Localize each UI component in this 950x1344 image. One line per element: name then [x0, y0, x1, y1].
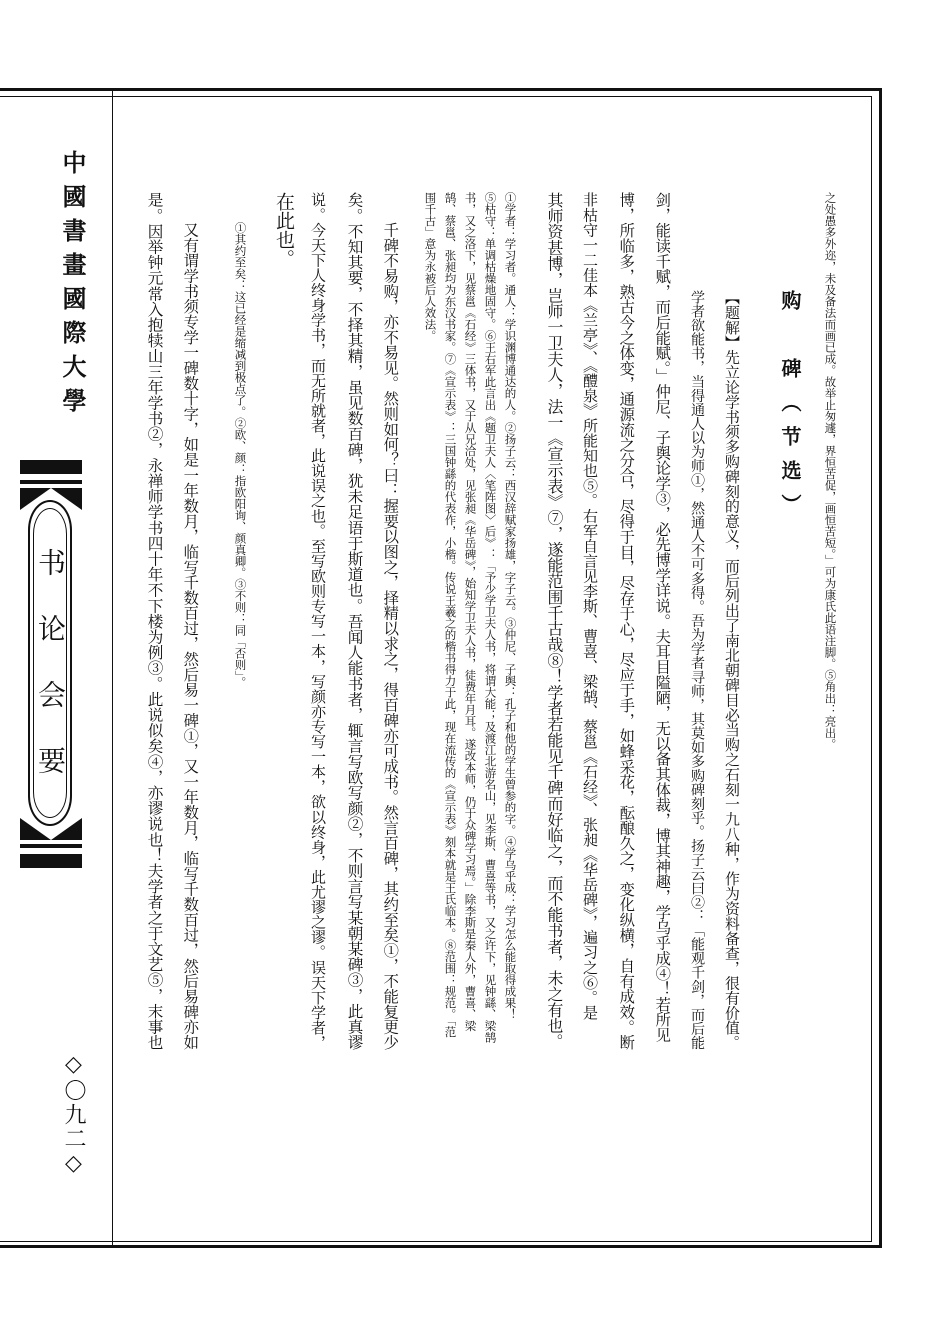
- spine-divider: [112, 90, 113, 1248]
- footnote-column: ⑤枯守：单调枯燥地固守。⑥王右军此言出《题卫夫人〈笔阵图〉后》：「予少学卫夫人书，将谓大能；及渡江北游名山，见李斯、曹喜等书，又之许下，见钟繇、梁鹄: [483, 192, 498, 1043]
- badge-bottom-notch: [20, 818, 82, 840]
- footnote-column: 之处愚多外迩，未及备法而画已成。故举止匆遽，界恒苦促，画恒苦短。」可为康氏此语注脚。⑤角出：亮出。: [823, 192, 838, 750]
- body-column: 又有谓学书须专学一碑数十字，如是一年数月，临写千数百过，然后易一碑①，又一年数月，临写千数百过，然后易碑亦如: [181, 222, 200, 1050]
- footnote-column: ①学者：学习者。通人：学识渊博通达的人。②扬子云：西汉辞赋家扬雄，字子云。③仲尼、子舆：孔子和他的学生曾参的字。④学乌乎成：学习怎么能取得成果！: [503, 192, 518, 1020]
- university-name: 中國書畫國際大學: [58, 150, 87, 422]
- book-title-badge: [20, 460, 82, 868]
- body-column: 其师资甚博，岂师一卫夫人，法一《宣示表》⑦，遂能范围千古哉⑧！学者若能见千碑而好临之，而不能书者，未之有也。: [544, 192, 564, 1050]
- badge-top-bar-thin: [20, 480, 82, 484]
- body-column: 矣。不知其要，不择其精，虽见数百碑，犹未足语于斯道也。吾闻人能书者，辄言写欧写颜②，不则言写某朝某碑③，此真谬: [345, 192, 364, 1050]
- body-column: 是。因举钟元常入抱犊山三年学书②，永禅师学书四十年不下楼为例③。此说似矣④，亦谬说也！夫学者之于文艺⑤，末事也: [145, 192, 164, 1050]
- footnote-column: 鹄、蔡邕、张昶均为东汉书家。⑦《宣示表》：三国钟繇的代表作，小楷。传说王羲之的楷书得力于此，现在流传的《宣示表》刻本就是王氏临本。⑧范围：规范。「范: [443, 192, 458, 1038]
- body-column: 说。今天下人终身学书，而无所就者，此说误之也。至写欧则专写一本，写颜亦专写一本，欲以终身，此尤谬之谬。误天下学者，: [309, 192, 328, 1050]
- book-title: 书论会要: [34, 548, 67, 812]
- body-column: 千碑不易购，亦不易见。然则如何？曰：握要以图之，择精以求之，得百碑亦可成书。然言百碑，其约至矣①，不能复更少: [381, 222, 400, 1050]
- page-number: ◇〇九二◇: [61, 1052, 86, 1178]
- body-column: 学者欲能书，当得通人以为师①，然通人不可多得。吾为学者寻师，其莫如多购碑刻乎。扬子云曰②：「能观千剑，而后能: [689, 290, 706, 1050]
- section-intro: 【题解】先立论学书须多购碑刻的意义，而后列出了南北朝碑目必当购之石刻一九八种，作为资料备查，很有价值。: [722, 290, 741, 1050]
- body-column: 非枯守一二佳本《兰亭》、《醴泉》所能知也⑤。右军自言见李斯、曹喜、梁鹄、蔡邕《石经》、张昶《华岳碑》，遍习之⑥。是: [581, 192, 600, 1020]
- section-heading: 购 碑（节选）: [778, 290, 802, 528]
- badge-bottom-bar-thin: [20, 844, 82, 848]
- badge-bottom-bar: [20, 854, 82, 868]
- badge-top-bar: [20, 460, 82, 474]
- footnote-column: ①其约至矣：这已经是缩减到极点了。②欧、颜：指欧阳询、颜真卿。③不则：同「否则」。: [233, 222, 248, 688]
- body-column: 在此也。: [273, 192, 295, 268]
- body-column: 博，所临多，熟古今之体变，通源流之分合，尽得于目，尽存于心，尽应于手，如蜂采花，酝酿久之，变化纵横，自有成效。断: [617, 192, 636, 1050]
- footnote-column: 书，又之洛下，见蔡邕《石经》三体书，又于从兄洽处，见张昶《华岳碑》，始知学卫夫人书，徒费年月耳。遂改本师，仍于众碑学习焉。」除李斯是秦人外，曹喜、梁: [463, 192, 478, 1032]
- body-column: 剑，能读千赋，而后能赋。」仲尼、子舆论学③，必先博学详说。夫耳目隘陋，无以备其体裁，博其神趣，学乌乎成④！若所见: [653, 192, 672, 1043]
- footnote-column: 围千古」意为永被后人效法。: [423, 192, 438, 342]
